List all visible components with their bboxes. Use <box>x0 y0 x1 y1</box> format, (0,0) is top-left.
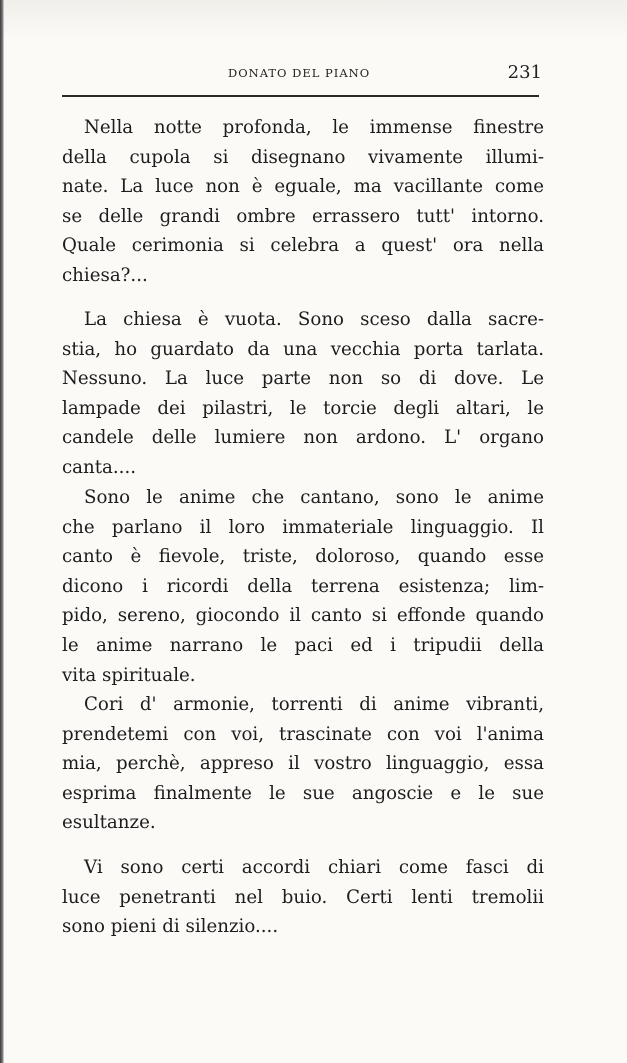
text-line: sono pieni di silenzio.... <box>62 916 279 938</box>
text-line: lampade dei pilastri, le torcie degli altari, le <box>62 397 544 419</box>
text-line: nate. La luce non è eguale, ma vacillante come <box>62 176 544 198</box>
text-line: vita spirituale. <box>62 664 196 686</box>
running-header <box>62 62 542 86</box>
text-line: stia, ho guardato da una vecchia porta tarlata. <box>62 338 544 360</box>
paragraph-1 <box>62 113 544 291</box>
text-line: chiesa?... <box>62 264 148 286</box>
header-rule <box>62 95 539 97</box>
page-edge-shadow <box>0 0 4 1063</box>
text-line: le anime narrano le paci ed i tripudii della <box>62 634 544 656</box>
text-line: Cori d' armonie, torrenti di anime vibranti, <box>84 694 544 715</box>
text-line: mia, perchè, appreso il vostro linguaggio, essa <box>62 753 544 775</box>
text-line: La chiesa è vuota. Sono sceso dalla sacre- <box>84 309 544 330</box>
running-title: DONATO DEL PIANO <box>228 66 371 80</box>
text-line: esultanze. <box>62 812 156 834</box>
text-line: se delle grandi ombre errassero tutt' intorno. <box>62 205 544 227</box>
text-line: pido, sereno, giocondo il canto si effonde quando <box>62 605 544 627</box>
paragraph-2 <box>62 305 544 483</box>
text-line: Sono le anime che cantano, sono le anime <box>84 487 544 508</box>
text-line: dicono i ricordi della terrena esistenza; lim- <box>62 575 544 597</box>
text-line: canta.... <box>62 456 137 478</box>
text-line: Vi sono certi accordi chiari come fasci di <box>84 857 544 878</box>
text-line: esprima finalmente le sue angoscie e le sue <box>62 782 544 804</box>
text-line: canto è fievole, triste, doloroso, quando esse <box>62 546 544 568</box>
text-line: candele delle lumiere non ardono. L' organo <box>62 427 544 449</box>
page-number: 231 <box>507 62 542 83</box>
paragraph-3 <box>62 483 544 690</box>
paragraph-5 <box>62 853 544 942</box>
text-line: della cupola si disegnano vivamente illumi- <box>62 146 544 168</box>
text-line: Nessuno. La luce parte non so di dove. Le <box>62 368 544 390</box>
text-line: Quale cerimonia si celebra a quest' ora nella <box>62 235 544 257</box>
text-line: prendetemi con voi, trascinate con voi l'anima <box>62 723 544 745</box>
paragraph-4 <box>62 690 544 838</box>
text-line: luce penetranti nel buio. Certi lenti tremolii <box>62 886 544 908</box>
text-line: Nella notte profonda, le immense finestre <box>84 117 544 138</box>
text-line: che parlano il loro immateriale linguaggio. Il <box>62 516 544 538</box>
